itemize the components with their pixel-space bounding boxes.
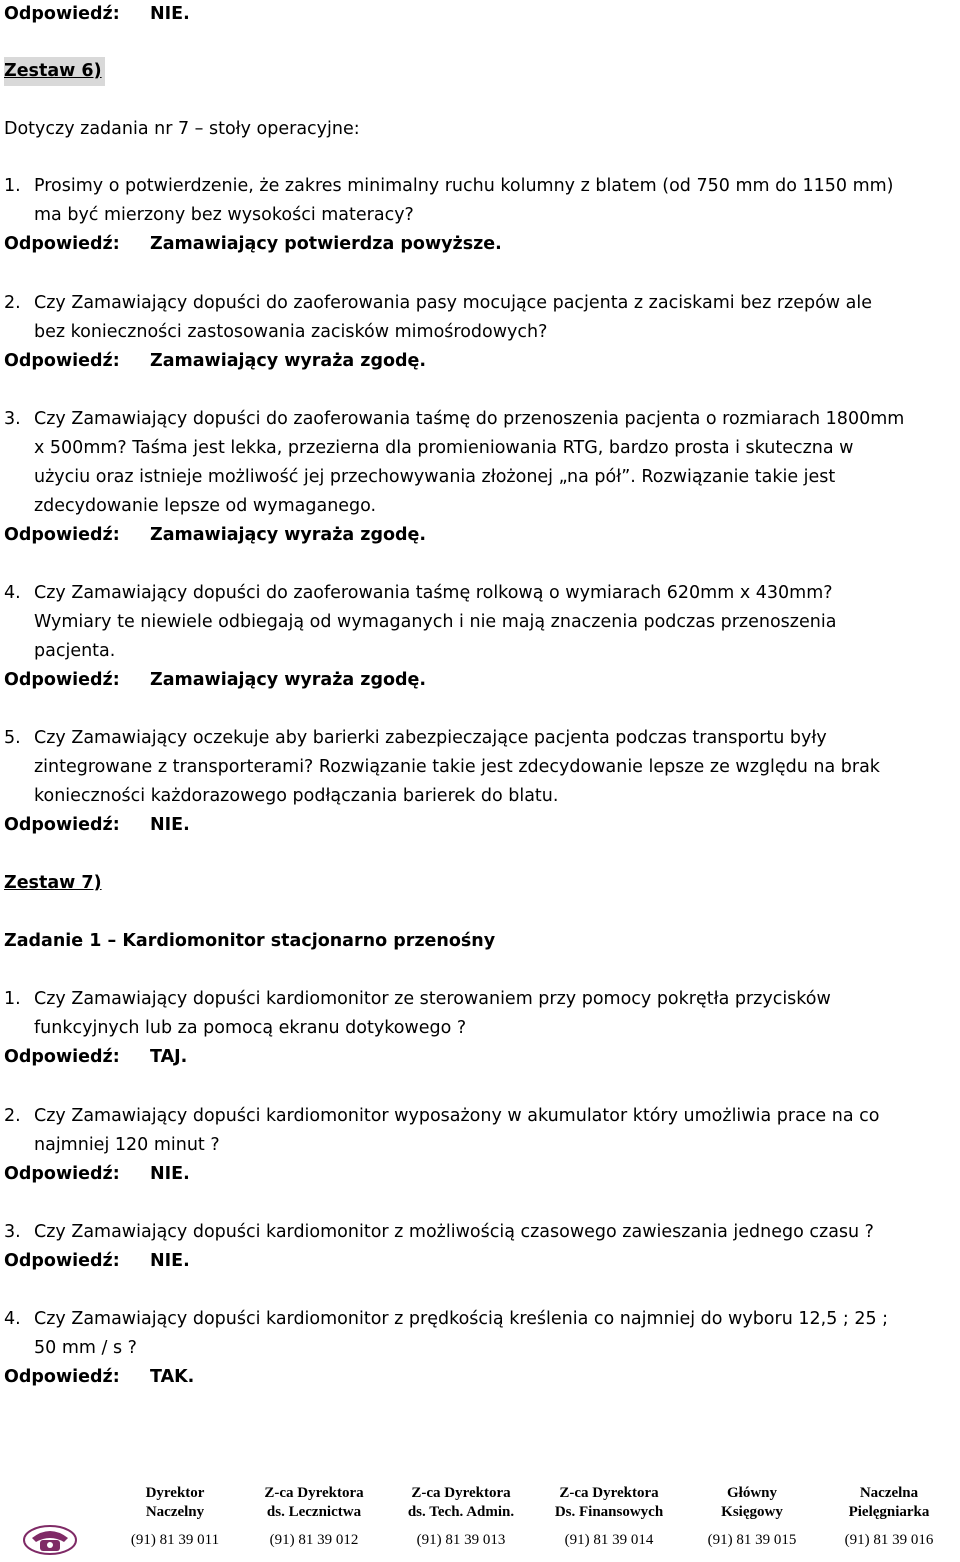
letterhead-footer [0, 1480, 960, 1562]
item-text-line: Czy Zamawiający dopuści kardiomonitor z prędkością kreślenia co najmniej do wyboru 12,5 ; 25 ; [34, 1309, 889, 1329]
answer-label: Odpowiedź: [4, 670, 120, 690]
item-text-line: konieczności każdorazowego podłączania barierek do blatu. [34, 786, 559, 806]
item-answer [4, 1043, 187, 1072]
footer-column [100, 1484, 250, 1522]
item-text-line: użyciu oraz istnieje możliwość jej przechowywania złożonej „na pół”. Rozwiązanie takie jest [34, 467, 836, 487]
item-answer [4, 521, 426, 550]
item-number: 4. [4, 1309, 21, 1329]
section-title-zestaw6: Zestaw 6) [4, 57, 105, 86]
footer-role-line1: Z-ca Dyrektora [559, 1485, 659, 1501]
answer-value: NIE. [150, 815, 190, 835]
footer-phone: (91) 81 39 011 [130, 1532, 220, 1548]
footer-column [534, 1484, 684, 1522]
item-text-line: Czy Zamawiający dopuści kardiomonitor z możliwością czasowego zawieszania jednego czasu ? [34, 1222, 874, 1242]
item-text-line: najmniej 120 minut ? [34, 1135, 220, 1155]
item-answer [4, 1363, 194, 1392]
item-answer [4, 347, 426, 376]
item-number: 1. [4, 989, 21, 1009]
footer-phone: (91) 81 39 012 [269, 1532, 359, 1548]
item-text-line: funkcyjnych lub za pomocą ekranu dotykowego ? [34, 1018, 467, 1038]
footer-role-line2: ds. Lecznictwa [266, 1504, 362, 1520]
item-text-line: Czy Zamawiający dopuści do zaoferowania taśmę do przenoszenia pacjenta o rozmiarach 1800mm [34, 409, 905, 429]
answer-value: Zamawiający wyraża zgodę. [150, 525, 427, 545]
section-subtitle: Zadanie 1 – Kardiomonitor stacjonarno przenośny [4, 931, 496, 951]
footer-phone: (91) 81 39 016 [844, 1532, 934, 1548]
answer-label: Odpowiedź: [4, 525, 120, 545]
answer-label: Odpowiedź: [4, 1047, 120, 1067]
top-answer [4, 0, 190, 29]
footer-role-line1: Z-ca Dyrektora [411, 1485, 511, 1501]
footer-phone: (91) 81 39 014 [564, 1532, 654, 1548]
item-answer [4, 1160, 190, 1189]
footer-column [239, 1484, 389, 1522]
item-text-line: Czy Zamawiający dopuści kardiomonitor wyposażony w akumulator który umożliwia prace na co [34, 1106, 880, 1126]
item-text-line: bez konieczności zastosowania zacisków mimośrodowych? [34, 322, 548, 342]
item-text-line: Wymiary te niewiele odbiegają od wymaganych i nie mają znaczenia podczas przenoszenia [34, 612, 837, 632]
footer-role-line1: Główny [726, 1485, 777, 1501]
item-text-line: Czy Zamawiający dopuści kardiomonitor ze sterowaniem przy pomocy pokrętła przycisków [34, 989, 831, 1009]
answer-value: Zamawiający wyraża zgodę. [150, 351, 427, 371]
footer-role-line2: ds. Tech. Admin. [407, 1504, 515, 1520]
footer-role-line1: Z-ca Dyrektora [264, 1485, 364, 1501]
item-text-line: Czy Zamawiający dopuści do zaoferowania pasy mocujące pacjenta z zaciskami bez rzepów ale [34, 293, 873, 313]
item-number: 1. [4, 176, 21, 196]
item-text-line: zintegrowane z transporterami? Rozwiązanie takie jest zdecydowanie lepsze ze względu na brak [34, 757, 880, 777]
answer-label: Odpowiedź: [4, 815, 120, 835]
footer-role-line2: Naczelny [145, 1504, 205, 1520]
footer-phone: (91) 81 39 013 [416, 1532, 506, 1548]
answer-value: TAK. [150, 1367, 195, 1387]
footer-column [386, 1484, 536, 1522]
answer-label: Odpowiedź: [4, 234, 120, 254]
item-answer [4, 811, 190, 840]
item-answer [4, 1247, 190, 1276]
footer-role-line2: Pielęgniarka [848, 1504, 930, 1520]
answer-value: NIE. [150, 1251, 190, 1271]
answer-label: Odpowiedź: [4, 1164, 120, 1184]
item-number: 2. [4, 293, 21, 313]
answer-label: Odpowiedź: [4, 1367, 120, 1387]
item-answer [4, 230, 502, 259]
telephone-icon [22, 1520, 78, 1556]
item-text-line: Czy Zamawiający dopuści do zaoferowania taśmę rolkową o wymiarach 620mm x 430mm? [34, 583, 833, 603]
item-number: 2. [4, 1106, 21, 1126]
item-text-line: x 500mm? Taśma jest lekka, przezierna dla promieniowania RTG, bardzo prosta i skuteczna w [34, 438, 854, 458]
item-text-line: 50 mm / s ? [34, 1338, 137, 1358]
footer-role-line1: Dyrektor [145, 1485, 205, 1501]
item-number: 3. [4, 409, 21, 429]
footer-role-line1: Naczelna [859, 1485, 919, 1501]
item-text-line: zdecydowanie lepsze od wymaganego. [34, 496, 377, 516]
footer-column [814, 1484, 960, 1522]
item-text-line: ma być mierzony bez wysokości materacy? [34, 205, 414, 225]
answer-value: TAJ. [150, 1047, 188, 1067]
footer-column [677, 1484, 827, 1522]
answer-label: Odpowiedź: [4, 351, 120, 371]
item-number: 3. [4, 1222, 21, 1242]
footer-role-line2: Księgowy [721, 1504, 783, 1520]
footer-phone: (91) 81 39 015 [707, 1532, 797, 1548]
answer-value: NIE. [150, 4, 190, 24]
item-text-line: pacjenta. [34, 641, 116, 661]
answer-value: Zamawiający wyraża zgodę. [150, 670, 427, 690]
answer-label: Odpowiedź: [4, 1251, 120, 1271]
item-number: 5. [4, 728, 21, 748]
answer-value: Zamawiający potwierdza powyższe. [150, 234, 502, 254]
item-answer [4, 666, 426, 695]
footer-role-line2: Ds. Finansowych [554, 1504, 664, 1520]
item-text-line: Prosimy o potwierdzenie, że zakres minimalny ruchu kolumny z blatem (od 750 mm do 1150 mm) [34, 176, 894, 196]
answer-label: Odpowiedź: [4, 4, 120, 24]
section-title-zestaw7: Zestaw 7) [4, 873, 102, 893]
item-text-line: Czy Zamawiający oczekuje aby barierki zabezpieczające pacjenta podczas transportu były [34, 728, 827, 748]
section-intro: Dotyczy zadania nr 7 – stoły operacyjne: [4, 119, 360, 139]
item-number: 4. [4, 583, 21, 603]
answer-value: NIE. [150, 1164, 190, 1184]
